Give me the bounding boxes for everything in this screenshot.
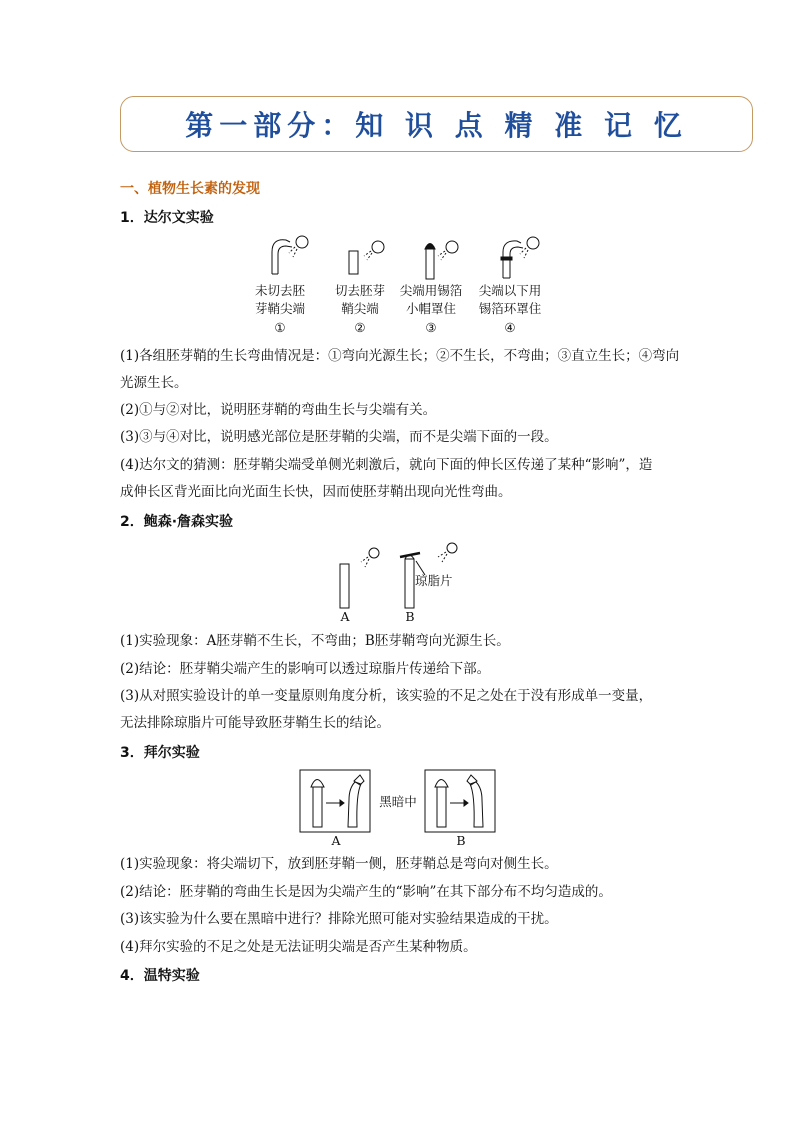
darwin-figure: [240, 228, 560, 340]
boysen-label-b: B: [405, 609, 415, 624]
paal-heading: 3．拜尔实验: [120, 745, 200, 761]
fig-label-2-num: ②: [354, 320, 366, 335]
darwin-p4b: 成伸长区背光面比向光面生长快，因而使胚芽鞘出现向光性弯曲。: [120, 484, 512, 500]
boysen-heading: 2．鲍森·詹森实验: [120, 514, 234, 530]
paal-p3: (3)该实验为什么要在黑暗中进行？排除光照可能对实验结果造成的干扰。: [120, 911, 558, 927]
fig-label-2-line1: 切去胚芽: [334, 283, 386, 298]
fig-label-3-line2: 小帽罩住: [405, 301, 457, 316]
fig-label-4-line1: 尖端以下用: [478, 283, 542, 298]
fig-label-1-line1: 未切去胚: [254, 283, 306, 298]
title-box: [120, 96, 753, 152]
darwin-p3: (3)③与④对比，说明感光部位是胚芽鞘的尖端，而不是尖端下面的一段。: [120, 429, 558, 445]
paal-p2: (2)结论：胚芽鞘的弯曲生长是因为尖端产生的“影响”在其下部分布不均匀造成的。: [120, 884, 612, 900]
paal-label-a: A: [331, 833, 341, 848]
darwin-p4a: (4)达尔文的猜测：胚芽鞘尖端受单侧光刺激后，就向下面的伸长区传递了某种“影响”，造: [120, 457, 653, 473]
paal-figure: [298, 768, 498, 848]
boysen-figure: [330, 537, 470, 627]
paal-p1: (1)实验现象：将尖端切下，放到胚芽鞘一侧，胚芽鞘总是弯向对侧生长。: [120, 856, 558, 872]
paal-p4: (4)拜尔实验的不足之处是无法证明尖端是否产生某种物质。: [120, 939, 477, 955]
darwin-p1a: (1)各组胚芽鞘的生长弯曲情况是：①弯向光源生长；②不生长，不弯曲；③直立生长；④弯向: [120, 348, 680, 364]
fig-label-3-line1: 尖端用锡箔: [399, 283, 463, 298]
dark-label: 黑暗中: [379, 794, 417, 809]
paal-label-b: B: [456, 833, 466, 848]
went-heading: 4．温特实验: [120, 968, 200, 984]
darwin-p1b: 光源生长。: [120, 375, 188, 391]
fig-label-2-line2: 鞘尖端: [341, 301, 379, 316]
fig-label-4-num: ④: [504, 320, 516, 335]
agar-label: 琼脂片: [415, 573, 453, 588]
boysen-label-a: A: [340, 609, 350, 624]
boysen-p3a: (3)从对照实验设计的单一变量原则角度分析，该实验的不足之处在于没有形成单一变量，: [120, 688, 653, 704]
boysen-p2: (2)结论：胚芽鞘尖端产生的影响可以透过琼脂片传递给下部。: [120, 661, 491, 677]
fig-label-3-num: ③: [425, 320, 437, 335]
fig-label-1-line2: 芽鞘尖端: [254, 301, 306, 316]
section-heading: 一、植物生长素的发现: [120, 181, 260, 197]
boysen-p3b: 无法排除琼脂片可能导致胚芽鞘生长的结论。: [120, 715, 390, 731]
darwin-heading: 1．达尔文实验: [120, 210, 214, 226]
page-title: 第一部分：知 识 点 精 准 记 忆: [185, 109, 688, 142]
darwin-p2: (2)①与②对比，说明胚芽鞘的弯曲生长与尖端有关。: [120, 402, 437, 418]
boysen-p1: (1)实验现象：A胚芽鞘不生长，不弯曲；B胚芽鞘弯向光源生长。: [120, 633, 510, 649]
fig-label-4-line2: 锡箔环罩住: [478, 301, 542, 316]
fig-label-1-num: ①: [274, 320, 286, 335]
